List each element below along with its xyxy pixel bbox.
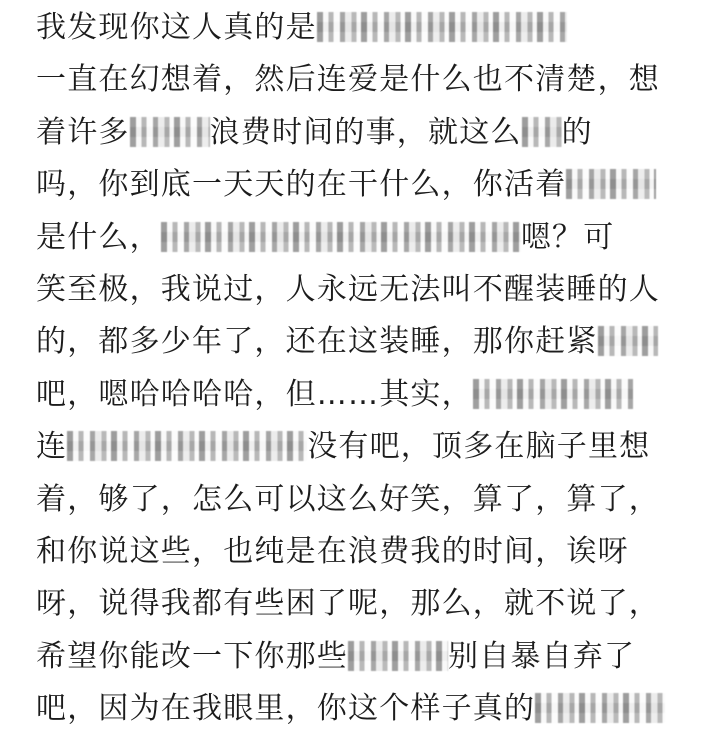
pixelated-redaction (161, 222, 521, 252)
text-segment: 的 (561, 114, 593, 150)
pixelated-redaction (317, 12, 567, 42)
text-segment: 和你说这些，也纯是在浪费我的时间，诶呀 (36, 533, 629, 569)
post-text (36, 2, 696, 735)
text-segment: 浪费时间的事，就这么 (209, 114, 522, 150)
text-segment: 吧，嗯哈哈哈哈，但……其实， (36, 376, 473, 412)
pixelated-redaction (566, 169, 656, 199)
text-segment: 笑至极，我说过，人永远无法叫不醒装睡的人 (36, 271, 660, 307)
pixelated-redaction (535, 693, 665, 723)
text-line (36, 316, 696, 368)
text-line (36, 578, 696, 630)
text-line (36, 54, 696, 106)
text-line (36, 212, 696, 264)
pixelated-redaction (473, 379, 633, 409)
pixelated-redaction (130, 117, 210, 147)
pixelated-redaction (598, 326, 658, 356)
text-line (36, 2, 696, 54)
text-line (36, 474, 696, 526)
text-segment: 我发现你这人真的是 (36, 10, 317, 45)
pixelated-redaction (348, 641, 448, 671)
text-segment: 是什么， (36, 219, 161, 255)
text-line (36, 631, 696, 683)
text-segment: 吗，你到底一天天的在干什么，你活着 (36, 167, 567, 203)
text-line (36, 159, 696, 211)
text-segment: 嗯？可 (520, 219, 615, 255)
text-segment: 着，够了，怎么可以这么好笑，算了，算了， (36, 481, 660, 517)
text-segment: 连 (36, 429, 68, 465)
text-segment: 别自暴自弃了 (448, 638, 636, 674)
pixelated-redaction (67, 431, 307, 461)
text-line (36, 421, 696, 473)
text-segment: 的，都多少年了，还在这装睡，那你赶紧 (36, 324, 598, 360)
text-segment: 呀，说得我都有些困了呢，那么，就不说了， (36, 586, 660, 622)
text-line (36, 264, 696, 316)
text-line (36, 683, 696, 735)
text-line (36, 107, 696, 159)
pixelated-redaction (522, 117, 562, 147)
text-segment: 着许多 (36, 114, 130, 150)
text-segment: 希望你能改一下你那些 (36, 638, 348, 674)
text-segment: 吧，因为在我眼里，你这个样子真的 (36, 691, 536, 727)
text-line (36, 369, 696, 421)
text-line (36, 526, 696, 578)
text-segment: 没有吧，顶多在脑子里想 (307, 429, 651, 465)
text-segment: 一直在幻想着，然后连爱是什么也不清楚，想 (36, 62, 660, 98)
